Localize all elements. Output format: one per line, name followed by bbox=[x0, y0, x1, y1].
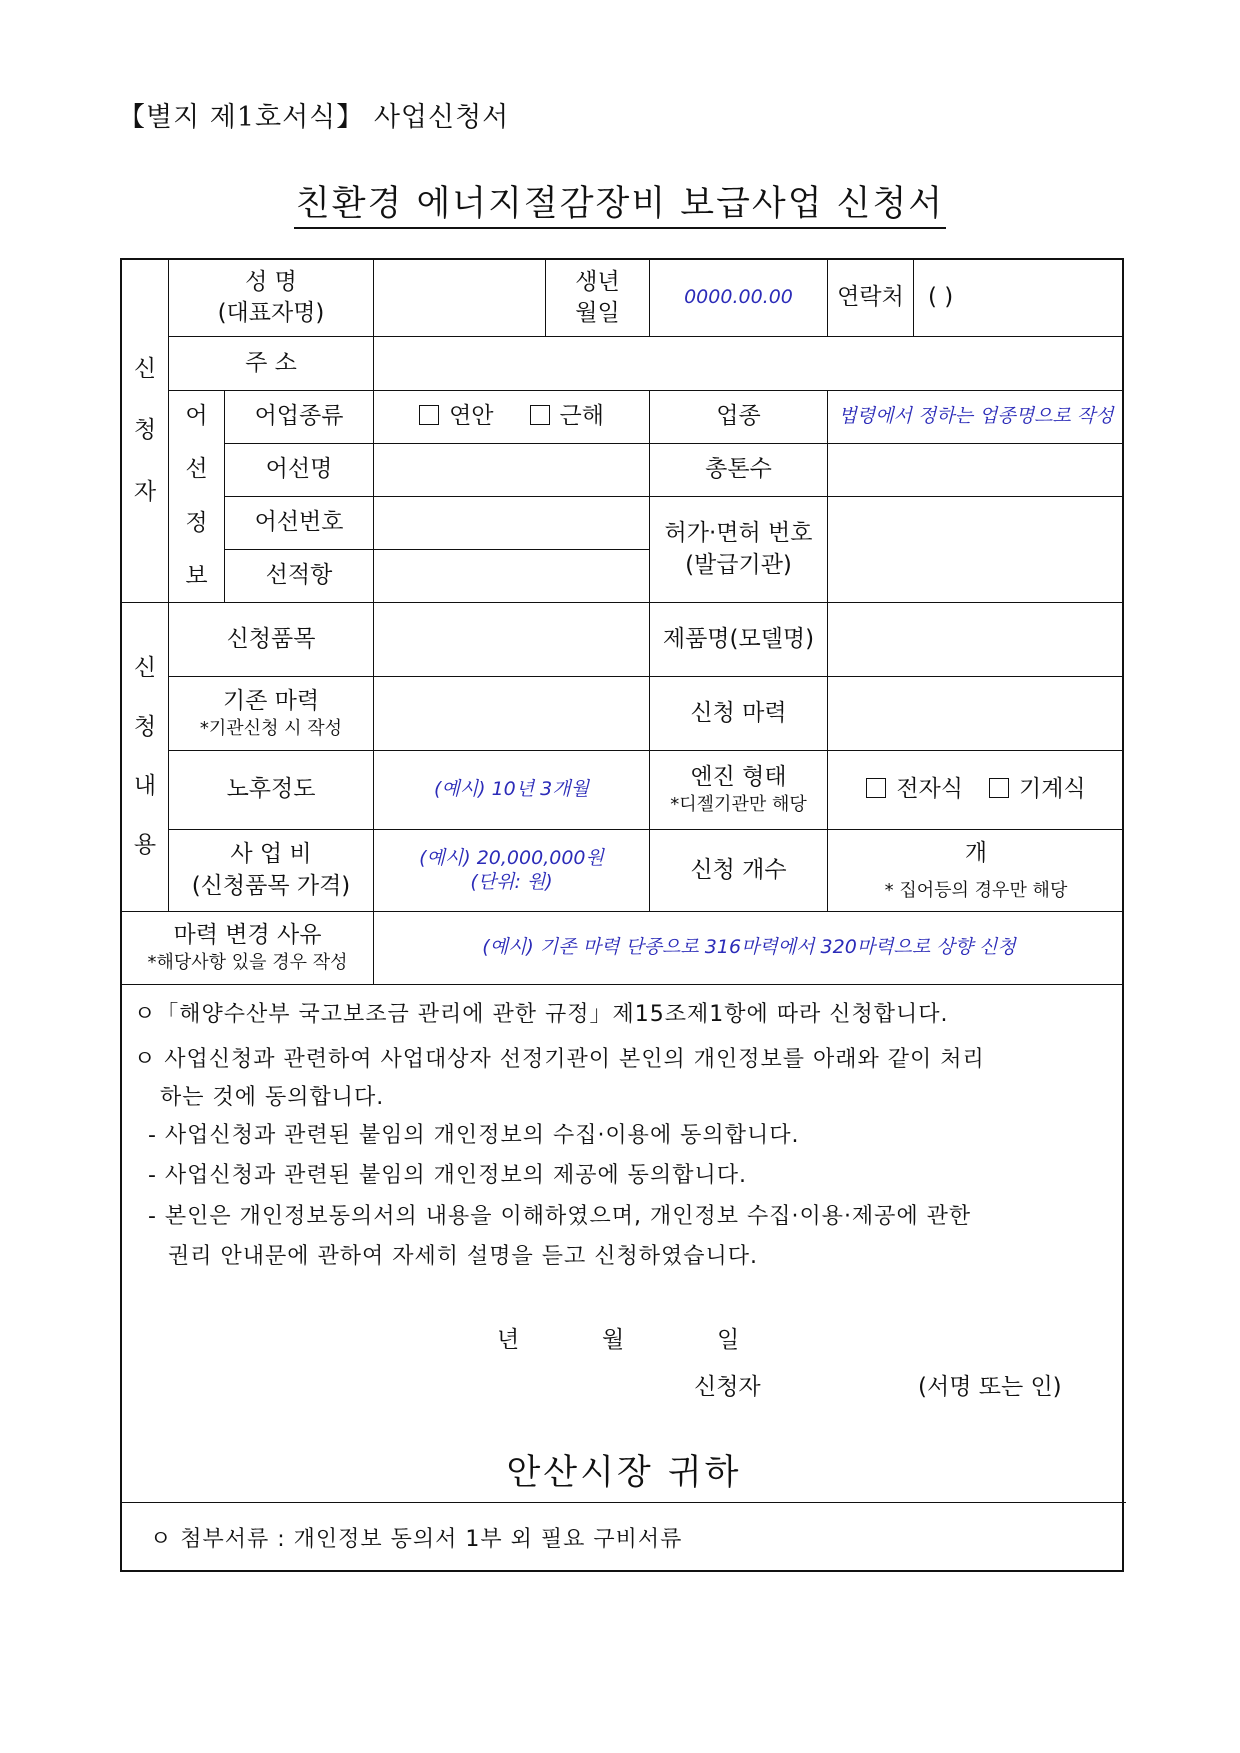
vessel-number-label: 어선번호 bbox=[224, 496, 373, 549]
tonnage-label: 총톤수 bbox=[649, 443, 827, 496]
home-port-field[interactable] bbox=[373, 549, 649, 602]
requested-hp-field[interactable] bbox=[827, 676, 1124, 750]
product-model-label: 제품명(모델명) bbox=[649, 602, 827, 676]
declaration-divider bbox=[122, 984, 1124, 985]
quantity-field[interactable] bbox=[827, 829, 1124, 911]
applicant-label-char-1: 신 bbox=[133, 356, 157, 383]
request-label-char-3: 내 bbox=[133, 773, 157, 799]
declaration-item-provision: - 사업신청과 관련된 붙임의 개인정보의 제공에 동의합니다. bbox=[148, 1163, 747, 1188]
request-label-char-4: 용 bbox=[133, 832, 157, 859]
existing-hp-label-text: 기존 마력 bbox=[222, 687, 320, 714]
engine-option-mechanical[interactable] bbox=[989, 774, 1086, 805]
date-month: 월 bbox=[602, 1327, 625, 1353]
engine-option-mechanical-label: 기계식 bbox=[1019, 776, 1086, 803]
fishery-option-coastal[interactable] bbox=[419, 401, 493, 432]
fishery-type-options bbox=[373, 390, 649, 443]
hp-change-field[interactable]: (예시) 기존 마력 단종으로 316마력에서 320마력으로 상향 신청 bbox=[373, 911, 1124, 984]
requested-hp-label: 신청 마력 bbox=[649, 676, 827, 750]
cost-field[interactable] bbox=[373, 829, 649, 911]
engine-type-options bbox=[827, 750, 1124, 829]
contact-field[interactable]: ( ) bbox=[913, 260, 1124, 336]
name-label-line2: (대표자명) bbox=[217, 300, 325, 326]
declaration-regulation: ㅇ「해양수산부 국고보조금 관리에 관한 규정」제15조제1항에 따라 신청합니다. bbox=[134, 1002, 949, 1027]
declaration-item-understanding-line2: 권리 안내문에 관하여 자세히 설명을 듣고 신청하였습니다. bbox=[168, 1244, 759, 1269]
industry-field[interactable]: 법령에서 정하는 업종명으로 작성 bbox=[827, 390, 1124, 443]
engine-option-electronic[interactable] bbox=[866, 774, 963, 805]
item-field[interactable] bbox=[373, 602, 649, 676]
hp-change-label bbox=[122, 911, 373, 984]
vessel-label-char-1: 어 bbox=[185, 403, 208, 430]
name-field[interactable] bbox=[373, 260, 545, 336]
engine-type-label bbox=[649, 750, 827, 829]
request-label-char-2: 청 bbox=[133, 713, 157, 740]
application-form bbox=[120, 258, 1124, 1572]
fishery-type-label: 어업종류 bbox=[224, 390, 373, 443]
date-year: 년 bbox=[497, 1327, 520, 1353]
applicant-sign-label: 신청자 bbox=[694, 1374, 761, 1400]
address-field[interactable] bbox=[373, 336, 1124, 390]
applicant-label-char-3: 자 bbox=[133, 478, 157, 505]
signature-or-seal[interactable]: (서명 또는 인) bbox=[918, 1374, 1062, 1400]
engine-type-label-text: 엔진 형태 bbox=[690, 764, 787, 791]
vessel-number-field[interactable] bbox=[373, 496, 649, 549]
engine-option-electronic-label: 전자식 bbox=[896, 776, 963, 803]
birthdate-field[interactable]: 0000.00.00 bbox=[649, 260, 827, 336]
fishery-option-coastal-label: 연안 bbox=[449, 403, 494, 430]
cost-unit-note: (단위: 원) bbox=[470, 870, 553, 893]
cost-label-line2: (신청품목 가격) bbox=[191, 872, 351, 899]
existing-hp-label bbox=[168, 676, 373, 750]
license-label-line2: (발급기관) bbox=[685, 551, 792, 578]
quantity-unit: 개 bbox=[964, 839, 988, 866]
applicant-section-label bbox=[122, 260, 168, 602]
declaration-consent-line1: ㅇ 사업신청과 관련하여 사업대상자 선정기관이 본인의 개인정보를 아래와 같이 처리 bbox=[134, 1047, 985, 1072]
hp-change-label-text: 마력 변경 사유 bbox=[173, 922, 322, 949]
page-title bbox=[0, 176, 1240, 226]
birthdate-label bbox=[545, 260, 649, 336]
request-label-char-1: 신 bbox=[133, 654, 157, 681]
declaration-item-collection: - 사업신청과 관련된 붙임의 개인정보의 수집·이용에 동의합니다. bbox=[148, 1123, 800, 1148]
cost-label-line1: 사 업 비 bbox=[230, 841, 312, 868]
vessel-label-char-4: 보 bbox=[185, 562, 208, 589]
quantity-label: 신청 개수 bbox=[649, 829, 827, 911]
cost-label bbox=[168, 829, 373, 911]
fishery-option-offshore-label: 근해 bbox=[559, 403, 604, 430]
applicant-label-char-2: 청 bbox=[133, 417, 157, 444]
cost-example: (예시) 20,000,000원 bbox=[419, 846, 604, 869]
addressee: 안산시장 귀하 bbox=[506, 1453, 742, 1493]
license-field[interactable] bbox=[827, 496, 1124, 602]
birthdate-label-line2: 월일 bbox=[575, 300, 620, 326]
request-section-label bbox=[122, 602, 168, 911]
attachment-list: ㅇ 첨부서류 : 개인정보 동의서 1부 외 필요 구비서류 bbox=[150, 1527, 683, 1552]
page-title-text: 친환경 에너지절감장비 보급사업 신청서 bbox=[294, 184, 946, 229]
product-model-field[interactable] bbox=[827, 602, 1124, 676]
declaration-consent-line2: 하는 것에 동의합니다. bbox=[160, 1085, 385, 1110]
birthdate-label-line1: 생년 bbox=[575, 268, 620, 295]
engine-type-note: *디젤기관만 해당 bbox=[670, 794, 807, 816]
address-label: 주 소 bbox=[168, 336, 373, 390]
age-label: 노후정도 bbox=[168, 750, 373, 829]
name-label bbox=[168, 260, 373, 336]
tonnage-field[interactable] bbox=[827, 443, 1124, 496]
item-label: 신청품목 bbox=[168, 602, 373, 676]
home-port-label: 선적항 bbox=[224, 549, 373, 602]
hp-change-note: *해당사항 있을 경우 작성 bbox=[147, 952, 348, 974]
fishery-option-offshore[interactable] bbox=[530, 401, 604, 432]
existing-hp-note: *기관신청 시 작성 bbox=[199, 717, 343, 739]
declaration-item-understanding-line1: - 본인은 개인정보동의서의 내용을 이해하였으며, 개인정보 수집·이용·제공에 관한 bbox=[148, 1204, 972, 1229]
checkbox-offshore[interactable] bbox=[530, 405, 550, 425]
checkbox-mechanical[interactable] bbox=[989, 778, 1009, 798]
license-label-line1: 허가·면허 번호 bbox=[664, 520, 813, 547]
form-number-header: 【별지 제1호서식】 사업신청서 bbox=[118, 102, 510, 133]
vessel-name-label: 어선명 bbox=[224, 443, 373, 496]
vessel-name-field[interactable] bbox=[373, 443, 649, 496]
age-field[interactable]: (예시) 10년 3개월 bbox=[373, 750, 649, 829]
checkbox-electronic[interactable] bbox=[866, 778, 886, 798]
contact-label: 연락처 bbox=[827, 260, 913, 336]
industry-label: 업종 bbox=[649, 390, 827, 443]
vessel-label-char-3: 정 bbox=[185, 509, 208, 536]
vessel-info-label bbox=[168, 390, 224, 602]
attachment-divider bbox=[122, 1502, 1126, 1503]
quantity-note: * 집어등의 경우만 해당 bbox=[884, 879, 1068, 901]
checkbox-coastal[interactable] bbox=[419, 405, 439, 425]
date-day: 일 bbox=[717, 1327, 740, 1353]
name-label-line1: 성 명 bbox=[245, 268, 297, 295]
license-label bbox=[649, 496, 827, 602]
existing-hp-field[interactable] bbox=[373, 676, 649, 750]
vessel-label-char-2: 선 bbox=[185, 456, 208, 483]
